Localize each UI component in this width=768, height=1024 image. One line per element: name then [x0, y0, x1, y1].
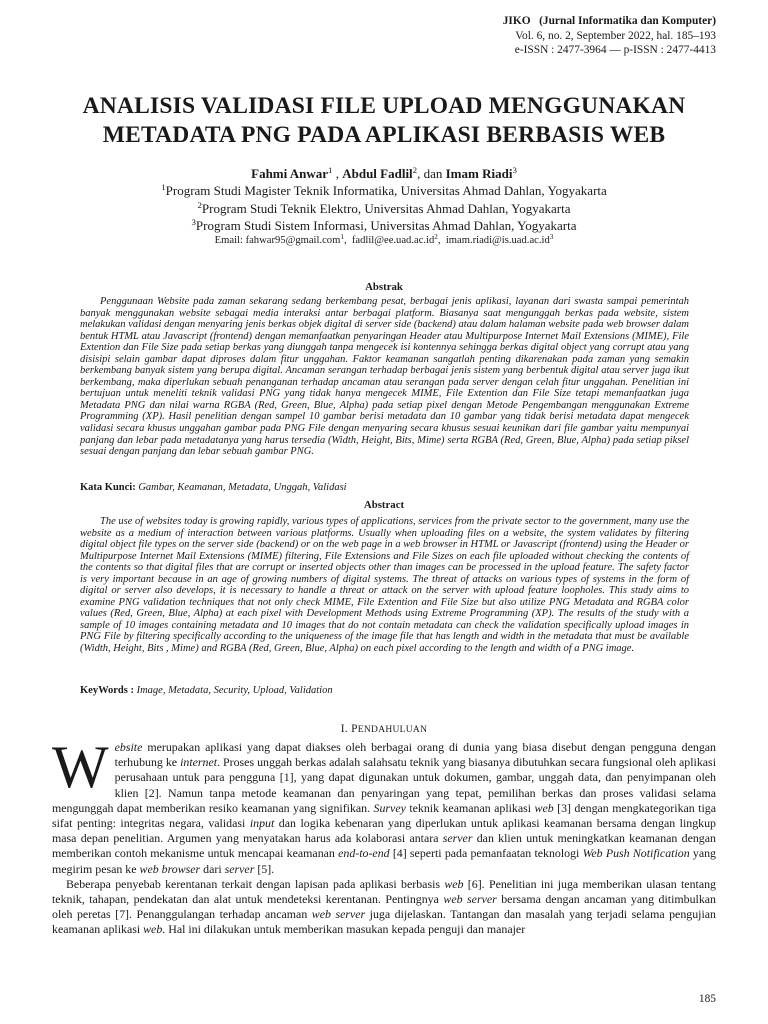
text-run: juga dijelaskan. Tantangan dan masalah yang terjadi selama pengujian keamanan aplikasi [52, 907, 716, 937]
email-address[interactable]: fadlil@ee.uad.ac.id [351, 235, 435, 246]
text-run: server [442, 831, 473, 846]
section-title-first: P [351, 723, 358, 735]
abstrak-heading: Abstrak [365, 281, 403, 293]
text-run: yang megirim pesan ke [52, 846, 716, 876]
drop-cap: W [52, 734, 109, 800]
author-sup: 1 [328, 165, 333, 176]
text-run: bersama dengan ancaman yang ditimbulkan oleh peretas [7]. Penanggulangan terhadap ancaman [52, 892, 716, 922]
paragraph-1 [52, 734, 717, 877]
text-run: Survey [373, 800, 406, 815]
author-separator: , dan [417, 166, 446, 181]
text-run: teknik keamanan aplikasi [405, 800, 535, 815]
text-run: web [143, 922, 163, 937]
text-run: server [224, 861, 255, 876]
text-run: web server [443, 892, 497, 907]
email-label: Email: [214, 235, 246, 246]
affiliation [0, 183, 768, 199]
author-name: Fahmi Anwar [251, 166, 329, 181]
email-line: Email: fahwar95@gmail.com$^1$, $fadlil@ee.uad.ac.id^2$, $imam.riadi@is.uad.ac.id^3$ [214, 233, 554, 246]
affiliation-number: 3 [191, 217, 196, 228]
page-number: 185 [698, 993, 716, 1005]
affiliation [0, 218, 768, 234]
text-run: dari [200, 861, 225, 876]
author-sup: 3 [512, 165, 517, 176]
abstract-heading: Abstract [363, 499, 405, 511]
email-sup: 1 [340, 233, 344, 242]
affiliation-text: Program Studi Teknik Elektro, Universitas Ahmad Dahlan, Yogyakarta [201, 201, 571, 216]
text-run: end-to-end [338, 846, 390, 861]
text-run: input [249, 816, 275, 831]
paper-title-line-2: METADATA PNG PADA APLIKASI BERBASIS WEB [102, 122, 666, 148]
keywords-label: KeyWords : [80, 685, 134, 696]
kata-kunci [80, 482, 689, 494]
journal-header [503, 14, 716, 58]
paragraph-2-content [52, 877, 716, 937]
text-run: Web Push Notification [582, 846, 690, 861]
paper-title-line-1: ANALISIS VALIDASI FILE UPLOAD MENGGUNAKAN [82, 93, 686, 119]
author-list [0, 166, 768, 182]
text-run: dan klien untuk meningkatkan keamanan dengan memberikan contoh mekanisme untuk mencapai keamanan [52, 831, 716, 861]
affiliation-number: 1 [161, 182, 166, 193]
kata-kunci-text: Gambar, Keamanan, Metadata, Unggah, Validasi [135, 482, 347, 493]
text-run: [5]. [254, 861, 275, 876]
text-run: [3] dengan mengkategorikan tiga sifat penting: integritas negara, validasi [52, 800, 716, 831]
journal-short-name: JIKO [502, 15, 531, 27]
text-run: dan logika kebenaran yang diperlukan untuk aplikasi keamanan bersama dengan lingkup masa depan penelitian. Argumen yang menyatakan harus ada kolaborasi antara [52, 816, 717, 846]
kata-kunci-label: Kata Kunci: [80, 482, 136, 493]
text-run: ebsite [114, 740, 143, 754]
text-run: web browser [139, 861, 201, 876]
text-run: Beberapa penyebab kerentanan terkait dengan lapisan pada aplikasi berbasis [66, 876, 445, 891]
text-run: web server [311, 907, 366, 922]
section-title-rest: ENDAHULUAN [357, 725, 428, 735]
text-run: merupakan aplikasi yang dapat diakses oleh berbagai orang di dunia yang biasa disebut dengan pengguna dengan terhubung ke [114, 740, 716, 770]
affiliation [0, 201, 768, 217]
section-heading [0, 723, 768, 735]
body-text [52, 734, 717, 938]
author-name: Abdul Fadlil [342, 166, 413, 181]
paper-title [0, 92, 768, 150]
abstract-text: The use of websites today is growing rapidly, various types of applications, services from the private sector to the government, many use the website as a medium of interaction between various platforms. Usually when uploading files on a website, the system validates by filtering digital object file types on the server side (backend) or on the web page in a web browser in HTML or Javascript (frontend) using the Header or Multipurpose Internet Mail Extensions (MIME) filtering, File Extensions and File Sizes on each file uploaded without checking the contents of the contents so that digital files that are corrupt or inserted objects other than images can be processed in the upload feature. The safety factor is very important because in an age of growing numbers of digital systems. The threat of attacks on various types of systems in the form of digital or server also develops, it is necessary to handle a threat or attack on the server with upload feature loopholes. This study aims to examine PNG validation techniques that not only check MIME, File Extention and File Size but also utilize PNG Metadata and RGBA color values (Red, Green, Blue, Alpha) at each pixel with Development Methods using Extreme Programming (XP). The results of the study with a sample of 10 images containing metadata and 10 images that do not contain metadata can check the validation specifically upload images in PNG File by filtering specifically according to the uniqueness of the image file that has length and width in the metadata that must be available (Width, Height, Bits , Mime) and RGBA (Red, Green, Blue, Alpha) on each pixel according to the length and width of a PNG image. [80, 516, 689, 655]
journal-issn: e-ISSN : 2477-3964 — p-ISSN : 2477-4413 [514, 44, 716, 56]
paragraph-2 [52, 877, 716, 938]
journal-volume: Vol. 6, no. 2, September 2022, hal. 185–193 [515, 29, 716, 42]
email-address[interactable]: imam.riadi@is.uad.ac.id [445, 235, 550, 246]
abstrak-text: Penggunaan Website pada zaman sekarang sedang berkembang pesat, berbagai jenis aplikasi, layanan dari swasta sampai pemerintah banyak menggunakan website sebagai media interaksi antar berbagai platform. Biasanya saat mengunggah berkas pada website, sistem melakukan validasi dengan menyaring jenis berkas objek digital di server side (backend) atau dalam halaman website pada web browser dalam bentuk HTML atau Javascript (frontend) dengan memanfaatkan penyaringan Header atau Multipurpose Internet Mail Extensions (MIME), File Extention dan File Size pada setiap berkas yang diunggah tanpa mengecek isi kontennya sehingga berkas digital object yang corrupt atau yang disisipi selain gambar dapat diproses dalam fitur unggahan. Faktor keamanan sangatlah penting dikarenakan pada zaman yang semakin berkembang banyak sistem yang berupa digital. Ancaman serangan terhadap berbagai jenis sistem yang berbentuk digital atau server juga ikut berkembang, maka diperlukan sebuah penanganan terhadap ancaman atau serangan pada server dengan celah fitur unggahan. Penelitian ini bertujuan untuk meneliti teknik validasi PNG yang tidak hanya mengecek MIME, File Extention dan File Size tetapi memanfaatkan juga Metadata PNG dan nilai warna RGBA (Red, Green, Blue, Alpha) pada setiap pixel dengan Metode Pengembangan menggunakan Extreme Programming (XP). Hasil penelitian dengan sampel 10 gambar berisi metadata dan 10 gambar yang tidak berisi metadata dapat mengecek validasi secara khusus unggahan gambar pada PNG File dengan menyaring secara khusus sesuai keunikan dari file gambar yaitu mempunyai panjang dan lebar pada metadatanya yang harus tersedia (Width, Height, Bits, Mime) serta RGBA (Red, Green, Blue, Alpha) pada setiap piksel sesuai dengan panjang dan lebar sebuah gambar PNG. [80, 296, 689, 458]
author-separator: , [332, 166, 343, 181]
keywords [80, 685, 689, 697]
email-sup: 3 [549, 233, 554, 242]
text-run: . Hal ini dilakukan untuk memberikan masukan kepada penguji dan manajer [162, 922, 526, 937]
journal-full-name: (Jurnal Informatika dan Komputer) [539, 15, 716, 27]
affiliation-text: Program Studi Magister Teknik Informatika, Universitas Ahmad Dahlan, Yogyakarta [165, 183, 607, 198]
affiliation-number: 2 [197, 200, 202, 211]
text-run: web [444, 876, 464, 891]
journal-name-line [503, 14, 716, 29]
section-number: I. [340, 723, 348, 735]
text-run: web [534, 800, 554, 815]
author-name: Imam Riadi [445, 166, 513, 181]
email-sup: 2 [434, 233, 438, 242]
email-address[interactable]: fahwar95@gmail.com [245, 235, 341, 246]
keywords-text: Image, Metadata, Security, Upload, Validation [133, 685, 333, 696]
text-run: [4] seperti pada pemanfaatan teknologi [389, 846, 583, 861]
paragraph-1-content [52, 734, 717, 876]
text-run: internet [180, 755, 218, 770]
author-sup: 2 [412, 165, 418, 176]
text-run: . Proses unggah berkas adalah salahsatu teknik yang biasanya dibutuhkan secara fungsional oleh aplikasi perusahaan untuk para pengguna [1], yang dapat digunakan untuk dokumen, gambar, unggah data, dan penyimpanan oleh klien [2]. Namun tanpa metode keamanan dan penyaringan yang tepat, pemilihan berkas dan proses validasi selama mengunggah dapat memberikan resiko keamanan yang signifikan. [52, 755, 716, 815]
affiliation-text: Program Studi Sistem Informasi, Universitas Ahmad Dahlan, Yogyakarta [195, 218, 577, 233]
text-run: [6]. Penelitian ini juga memberikan ulasan tentang teknik, tahapan, pendekatan dan alat untuk mendeteksi kerentanan. Pentingnya [52, 876, 716, 907]
